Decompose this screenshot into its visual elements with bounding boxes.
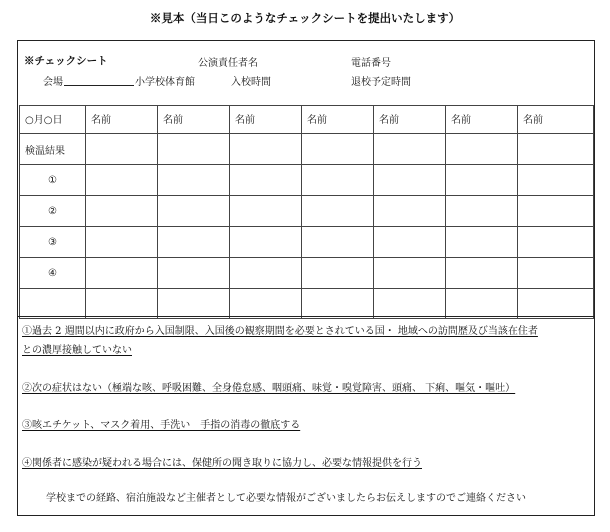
table-cell[interactable] <box>374 289 446 319</box>
table-cell[interactable] <box>158 196 230 227</box>
table-cell[interactable] <box>302 196 374 227</box>
row-label: ④ <box>20 258 86 289</box>
name-header: 名前 <box>86 106 158 134</box>
table-cell[interactable] <box>518 134 594 165</box>
table-row <box>20 227 594 258</box>
table-cell[interactable] <box>302 289 374 319</box>
name-header: 名前 <box>518 106 594 134</box>
table-cell[interactable] <box>518 227 594 258</box>
table-cell[interactable] <box>86 134 158 165</box>
note-2: ②次の症状はない（極端な咳、呼吸困難、全身倦怠感、咽頭痛、味覚・嗅覚障害、頭痛、 下痢、嘔気・嘔吐） <box>22 383 516 394</box>
phone-label: 電話番号 <box>351 58 391 69</box>
name-header: 名前 <box>302 106 374 134</box>
section-divider <box>18 316 594 317</box>
table-cell[interactable] <box>230 258 302 289</box>
table-cell[interactable] <box>518 258 594 289</box>
row-label <box>20 289 86 319</box>
table-cell[interactable] <box>86 165 158 196</box>
table-header-row <box>20 106 594 134</box>
table-cell[interactable] <box>302 134 374 165</box>
table-cell[interactable] <box>230 165 302 196</box>
note-3: ③咳エチケット、マスク着用、手洗い 手指の消毒の徹底する <box>22 420 301 431</box>
venue-line <box>43 73 195 88</box>
table-cell[interactable] <box>230 227 302 258</box>
check-table <box>19 105 594 319</box>
sheet-heading: ※チェックシート <box>24 55 108 67</box>
venue-label: 会場 <box>43 77 63 88</box>
table-cell[interactable] <box>446 165 518 196</box>
table-cell[interactable] <box>374 165 446 196</box>
table-cell[interactable] <box>446 258 518 289</box>
note-1-line-2: との濃厚接触していない <box>22 345 132 356</box>
table-cell[interactable] <box>446 134 518 165</box>
table-cell[interactable] <box>518 196 594 227</box>
table-cell[interactable] <box>302 165 374 196</box>
name-header: 名前 <box>374 106 446 134</box>
table-cell[interactable] <box>446 196 518 227</box>
page-title: ※見本（当日このようなチェックシートを提出いたします） <box>149 11 461 25</box>
table-cell[interactable] <box>230 134 302 165</box>
table-row <box>20 134 594 165</box>
table-cell[interactable] <box>374 227 446 258</box>
date-header: ○月○日 <box>20 106 86 134</box>
table-cell[interactable] <box>446 289 518 319</box>
name-header: 名前 <box>158 106 230 134</box>
table-row <box>20 165 594 196</box>
note-4: ④関係者に感染が疑われる場合には、保健所の聞き取りに協力し、必要な情報提供を行う <box>22 458 422 469</box>
table-row <box>20 289 594 319</box>
table-cell[interactable] <box>158 227 230 258</box>
table-cell[interactable] <box>158 165 230 196</box>
table-cell[interactable] <box>158 134 230 165</box>
exit-time-label: 退校予定時間 <box>351 77 411 88</box>
footer-message: 学校までの経路、宿泊施設など主催者として必要な情報がございましたらお伝えしますのでご連絡ください <box>46 493 526 504</box>
table-cell[interactable] <box>158 289 230 319</box>
row-label: ② <box>20 196 86 227</box>
table-cell[interactable] <box>230 289 302 319</box>
table-cell[interactable] <box>86 289 158 319</box>
table-cell[interactable] <box>374 134 446 165</box>
table-cell[interactable] <box>302 258 374 289</box>
table-cell[interactable] <box>86 258 158 289</box>
table-cell[interactable] <box>374 258 446 289</box>
venue-blank <box>64 75 134 86</box>
table-row <box>20 258 594 289</box>
table-cell[interactable] <box>158 258 230 289</box>
table-cell[interactable] <box>518 289 594 319</box>
note-1-line-1: ①過去 2 週間以内に政府から入国制限、入国後の観察期間を必要とされている国・ 地域への訪問歴及び当該在住者 <box>22 326 538 337</box>
row-label-temperature: 検温結果 <box>20 134 86 165</box>
row-label: ③ <box>20 227 86 258</box>
table-cell[interactable] <box>446 227 518 258</box>
entry-time-label: 入校時間 <box>231 77 271 88</box>
table-row <box>20 196 594 227</box>
table-cell[interactable] <box>86 227 158 258</box>
table-cell[interactable] <box>86 196 158 227</box>
responsible-label: 公演責任者名 <box>198 58 258 69</box>
table-cell[interactable] <box>230 196 302 227</box>
venue-suffix: 小学校体育館 <box>135 77 195 88</box>
table-cell[interactable] <box>518 165 594 196</box>
table-cell[interactable] <box>302 227 374 258</box>
name-header: 名前 <box>446 106 518 134</box>
table-cell[interactable] <box>374 196 446 227</box>
row-label: ① <box>20 165 86 196</box>
name-header: 名前 <box>230 106 302 134</box>
